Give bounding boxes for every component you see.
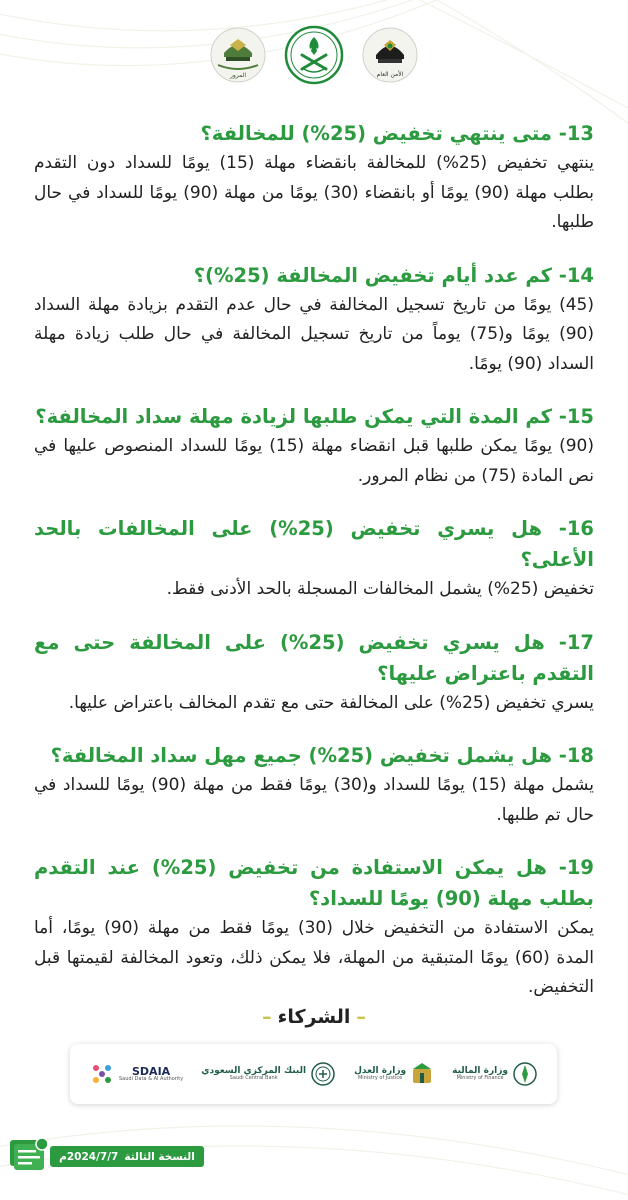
dash-decoration: –: [356, 1006, 366, 1028]
faq-question: 19- هل يمكن الاستفادة من تخفيض (25%) عند التقدم بطلب مهلة (90) يومًا للسداد؟: [34, 856, 594, 910]
faq-answer: تخفيض (25%) يشمل المخالفات المسجلة بالحد الأدنى فقط.: [166, 579, 594, 599]
partner-ministry-of-finance: [452, 1061, 538, 1087]
faq-item: [34, 852, 594, 1003]
faq-item: [34, 513, 594, 605]
faq-question: 16- هل يسري تخفيض (25%) على المخالفات بالحد الأعلى؟: [34, 517, 594, 571]
faq-item: [34, 401, 594, 491]
faq-answer: يسري تخفيض (25%) على المخالفة حتى مع تقدم المخالف باعتراض عليها.: [68, 692, 594, 713]
partner-label: SDAIA Saudi Data & AI Authority: [119, 1064, 184, 1083]
partner-label: وزارة المالية Ministry of Finance: [452, 1065, 508, 1082]
version-label: النسخة الثالثة: [124, 1150, 195, 1163]
partner-label: وزارة العدل Ministry of Justice: [354, 1065, 407, 1082]
faq-answer: يمكن الاستفادة من التخفيض خلال (30) يومًا فقط من مهلة (90) يومًا، أما المدة (60) يومًا المتبقية من المهلة، فلا يمكن ذلك، وتعود المخالفة لقيمتها قبل التخفيض.: [34, 918, 594, 997]
faq-question: 15- كم المدة التي يمكن طلبها لزيادة مهلة سداد المخالفة؟: [35, 405, 594, 428]
faq-list: [34, 118, 594, 1025]
faq-item: [34, 627, 594, 719]
faq-question: 13- متى ينتهي تخفيض (25%) للمخالفة؟: [200, 122, 594, 145]
svg-text:الأمن العام: الأمن العام: [376, 71, 404, 78]
faq-question: 14- كم عدد أيام تخفيض المخالفة (25%)؟: [193, 263, 594, 287]
partner-saudi-central-bank: [201, 1061, 336, 1087]
saudi-emblem-icon: [284, 25, 344, 85]
ministry-of-finance-logo-icon: [512, 1061, 538, 1087]
partner-sdaia: [89, 1061, 183, 1087]
traffic-department-emblem-icon: [208, 25, 268, 85]
faq-question: 18- هل يشمل تخفيض (25%) جميع مهل سداد المخالفة؟: [50, 744, 594, 767]
version-badge: [50, 1146, 204, 1167]
public-security-emblem-icon: [360, 25, 420, 85]
saudi-central-bank-logo-icon: [310, 1061, 336, 1087]
partners-heading: [0, 1006, 628, 1028]
faq-item: [34, 740, 594, 830]
faq-answer: (45) يومًا من تاريخ تسجيل المخالفة في حال عدم التقدم بزيادة مهلة السداد (90) يومًا و(75) يوماً من تاريخ تسجيل المخالفة في حال طلب زيادة مهلة السداد (90) يومًا.: [34, 294, 594, 374]
faq-item: [34, 260, 594, 380]
partner-ministry-of-justice: [354, 1061, 434, 1087]
faq-answer: ينتهي تخفيض (25%) للمخالفة بانقضاء مهلة (15) يومًا للسداد دون التقدم بطلب مهلة (90) يومًا أو بانقضاء (30) يومًا من مهلة (90) يومًا للسداد في حال طلبها.: [34, 153, 595, 232]
partners-title: الشركاء: [277, 1006, 351, 1028]
version-date: 2024/7/7م: [59, 1150, 119, 1163]
ministry-of-justice-logo-icon: [410, 1061, 434, 1087]
sdaia-logo-icon: [89, 1061, 115, 1087]
dash-decoration: –: [262, 1006, 272, 1028]
partners-card: [70, 1044, 557, 1104]
document-stack-icon: [6, 1134, 52, 1174]
faq-answer: (90) يومًا يمكن طلبها قبل انقضاء مهلة (15) يومًا للسداد المنصوص عليها في نص المادة (75) من نظام المرور.: [34, 436, 595, 486]
partner-label: البنك المركزي السعودي Saudi Central Bank: [201, 1065, 307, 1082]
faq-question: 17- هل يسري تخفيض (25%) على المخالفة حتى مع التقدم باعتراض عليها؟: [34, 630, 594, 685]
faq-item: [34, 118, 594, 238]
faq-answer: يشمل مهلة (15) يومًا للسداد و(30) يومًا فقط من مهلة (90) يومًا للسداد في حال تم طلبها.: [34, 775, 594, 825]
header-logos: [0, 22, 628, 88]
svg-text:المرور: المرور: [229, 72, 247, 79]
